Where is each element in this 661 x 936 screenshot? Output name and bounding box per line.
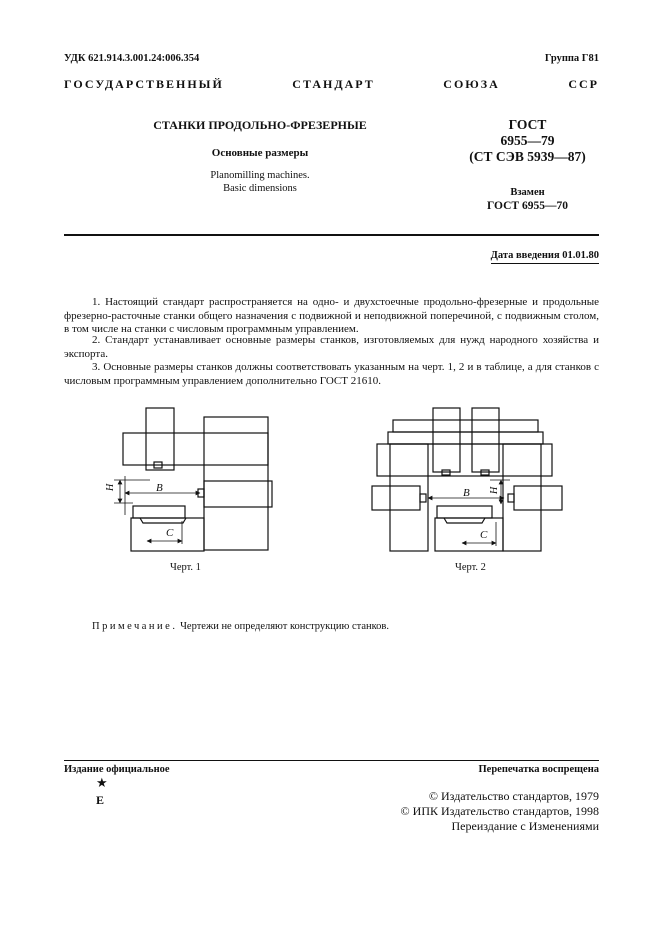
title-ru: СТАНКИ ПРОДОЛЬНО-ФРЕЗЕРНЫЕ [153,118,367,132]
drawing1-label-c: C [166,527,174,539]
drawing2-left-side-spindle [420,494,426,502]
copyright-block [401,789,599,834]
intro-date-value: 01.01.80 [562,250,599,261]
title-block [100,118,420,195]
group-code: Группа Г81 [544,53,599,64]
note-label: Примечание. [92,621,178,632]
drawing2-crossrail [377,444,552,476]
reissue-note: Переиздание с Изменениями [451,819,599,833]
gost-number: 6955—79 [500,133,555,148]
copyright-1998: © ИПК Издательство стандартов, 1998 [400,804,599,818]
drawing2-label-b: B [463,487,470,499]
drawing2-table-slides [444,518,485,523]
note [92,621,389,632]
replaces-label: Взамен [510,187,545,198]
machine-drawings [0,400,661,580]
drawing2-right-head [472,408,499,472]
title-en [100,169,420,195]
intro-date-label: Дата введения [490,250,560,261]
intro-date [491,250,599,264]
paragraph-3: 3. Основные размеры станков должны соответствовать указанным на черт. 1, 2 и в таблице, а для станков с числовым программным управлением дополнительно ГОСТ 21610. [64,361,599,387]
drawing-2 [372,408,562,551]
star-icon: ★ [96,775,108,790]
drawing-2-caption: Черт. 2 [455,562,486,573]
drawing2-top-beam [393,420,538,432]
state-standard-heading: ГОСУДАРСТВЕННЫЙ СТАНДАРТ СОЮЗА ССР [64,77,599,91]
drawing2-left-head [433,408,460,472]
drawing1-side-head [204,481,272,507]
footer-rule [64,760,599,761]
paragraph-2: 2. Стандарт устанавливает основные размеры станков, изготовляемых для нужд народного хозяйства и экспорта. [64,334,599,360]
gost-block [450,117,605,212]
drawing2-left-column [390,444,428,551]
drawing1-crossrail [123,433,268,465]
drawing2-right-column [503,444,541,551]
drawing1-table [133,506,185,518]
edition-label: Издание официальное [64,764,170,775]
drawing-1 [105,408,272,551]
note-text: Чертежи не определяют конструкцию станков. [180,621,390,632]
drawing2-top-beam-2 [388,432,543,444]
copyright-1979: © Издательство стандартов, 1979 [428,789,599,803]
drawing2-right-side-spindle [508,494,514,502]
replaces-number: ГОСТ 6955—70 [487,200,568,212]
drawing2-label-h: H [489,486,500,494]
gost-label: ГОСТ [508,117,547,132]
drawing-1-caption: Черт. 1 [170,562,201,573]
drawing1-table-slides [140,518,186,523]
drawing2-right-side-head [514,486,562,510]
drawing2-table [437,506,492,518]
drawing1-vertical-head [146,408,174,470]
header-rule [64,234,599,236]
title-en-line1: Planomilling machines. [210,170,310,181]
drawing1-label-b: B [156,482,163,494]
paragraph-1: 1. Настоящий стандарт распространяется на одно- и двухстоечные продольно-фрезерные и продольные фрезерно-расточные станки общего назначения с подвижной и неподвижной поперечиной, с подвижным столом, в том числе на станки с числовым программным управлением. [64,296,599,335]
reprint-notice: Перепечатка воспрещена [478,764,599,775]
gost-sev-number: (СТ СЭВ 5939—87) [469,149,586,164]
subtitle-ru: Основные размеры [211,147,309,159]
edition-letter: Е [96,793,105,807]
drawing1-column [204,417,268,550]
drawing1-label-h: H [105,483,116,491]
drawing2-left-side-head [372,486,420,510]
drawing2-label-c: C [480,529,488,541]
title-en-line2: Basic dimensions [223,183,297,194]
udk-code: УДК 621.914.3.001.24:006.354 [64,53,200,64]
